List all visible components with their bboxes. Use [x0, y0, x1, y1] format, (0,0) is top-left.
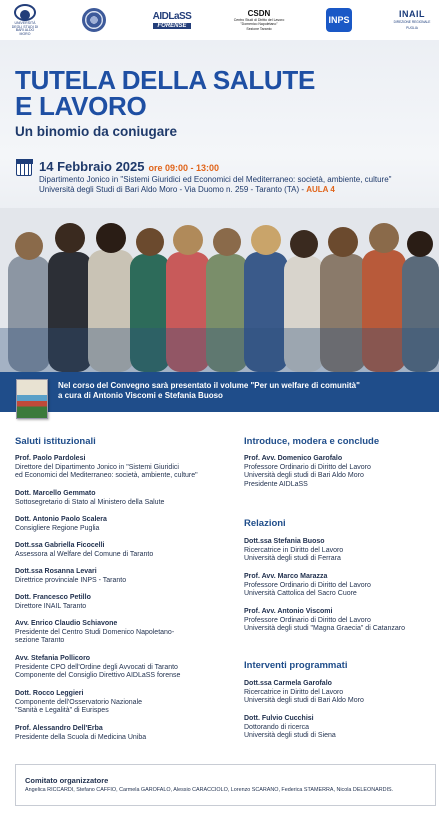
event-subtitle: Un binomio da coniugare: [15, 124, 178, 139]
introduce-heading: Introduce, modera e conclude: [244, 436, 380, 447]
hero-banner: [0, 40, 439, 372]
committee-names: Angelica RICCARDI, Stefano CAFFIO, Carmela GAROFALO, Alessio CARACCIOLO, Lorenzo SCARANO, Federica STAMERRA, Nicola DELEONARDIS.: [25, 787, 394, 793]
book-announcement-line-1: Nel corso del Convegno sarà presentato il volume "Per un welfare di comunità": [58, 381, 360, 390]
speaker-entry: Dott. Antonio Paolo Scalera Consigliere Regione Puglia: [15, 516, 107, 532]
venue-room: AULA 4: [306, 185, 335, 194]
uniba-logo: UNIVERSITÀ DEGLI STUDI DI BARI ALDO MORO: [10, 4, 40, 36]
organizing-committee-box: [15, 764, 436, 806]
csdn-logo: CSDN Centro Studi di Diritto del Lavoro "Domenico Napoletano" Sezione Taranto: [233, 9, 285, 31]
group-photo-illustration: [0, 208, 439, 372]
speaker-entry: Prof. Avv. Domenico Garofalo Professore Ordinario di Diritto del Lavoro Università degli studi di Bari Aldo Moro Presidente AIDLaSS: [244, 455, 371, 488]
committee-title: Comitato organizzatore: [25, 776, 109, 785]
speaker-entry: Prof. Avv. Marco Marazza Professore Ordinario di Diritto del Lavoro Università Cattolica del Sacro Cuore: [244, 573, 371, 597]
event-time: ore 09:00 - 13:00: [148, 163, 220, 173]
speaker-entry: Dott.ssa Carmela Garofalo Ricercatrice in Diritto del Lavoro Università degli studi di Bari Aldo Moro: [244, 680, 364, 704]
speaker-entry: Avv. Enrico Claudio Schiavone Presidente del Centro Studi Domenico Napoletano- sezione Taranto: [15, 620, 175, 644]
book-cover-image: [16, 379, 48, 419]
inail-logo: INAIL DIREZIONE REGIONALE PUGLIA: [393, 9, 431, 30]
relazioni-heading: Relazioni: [244, 518, 286, 529]
uniba-seal-icon: [14, 4, 36, 21]
speaker-entry: Dott.ssa Gabriella Ficocelli Assessora al Welfare del Comune di Taranto: [15, 542, 154, 558]
speaker-entry: Dott. Marcello Gemmato Sottosegretario di Stato al Ministero della Salute: [15, 490, 165, 506]
interventi-heading: Interventi programmati: [244, 660, 348, 671]
event-date: 14 Febbraio 2025: [39, 159, 145, 174]
speaker-entry: Avv. Stefania Pollicoro Presidente CPO dell'Ordine degli Avvocati di Taranto Componente del Consiglio Direttivo AIDLaSS forense: [15, 655, 181, 679]
venue-line-2: Università degli Studi di Bari Aldo Moro - Via Duomo n. 259 - Taranto (TA) - AULA 4: [39, 185, 335, 194]
aidlass-logo: AIDLaSS FORENSE: [152, 11, 192, 29]
event-title: TUTELA DELLA SALUTE E LAVORO: [15, 65, 316, 121]
speaker-entry: Dott.ssa Rosanna Levari Direttrice provinciale INPS - Taranto: [15, 568, 127, 584]
speaker-entry: Prof. Paolo Pardolesi Direttore del Dipartimento Jonico in "Sistemi Giuridici ed Economici del Mediterraneo: società, ambiente, culture": [15, 455, 198, 479]
speaker-entry: Prof. Avv. Antonio Viscomi Professore Ordinario di Diritto del Lavoro Università degli studi "Magna Graecia" di Catanzaro: [244, 608, 405, 632]
event-date-line: [39, 158, 219, 176]
logo-strip: [0, 0, 439, 40]
speaker-entry: Dott.ssa Stefania Buoso Ricercatrice in Diritto del Lavoro Università degli studi di Ferrara: [244, 538, 344, 562]
venue-line-1: Dipartimento Jonico in "Sistemi Giuridici ed Economici del Mediterraneo: società, ambiente, culture": [39, 175, 392, 184]
speaker-entry: Dott. Rocco Leggieri Componente dell'Osservatorio Nazionale "Sanità e Legalità" di Eurispes: [15, 690, 143, 714]
speaker-entry: Prof. Alessandro Dell'Erba Presidente della Scuola di Medicina Uniba: [15, 725, 147, 741]
book-announcement-line-2: a cura di Antonio Viscomi e Stefania Buoso: [58, 391, 223, 400]
saluti-heading: Saluti istituzionali: [15, 436, 96, 447]
calendar-icon: [16, 159, 32, 176]
speaker-entry: Dott. Francesco Petillo Direttore INAIL Taranto: [15, 594, 91, 610]
inps-logo: INPS: [326, 4, 352, 36]
department-logo: [82, 4, 106, 36]
speaker-entry: Dott. Fulvio Cucchisi Dottorando di ricerca Università degli studi di Siena: [244, 715, 336, 739]
department-seal-icon: [82, 8, 106, 32]
